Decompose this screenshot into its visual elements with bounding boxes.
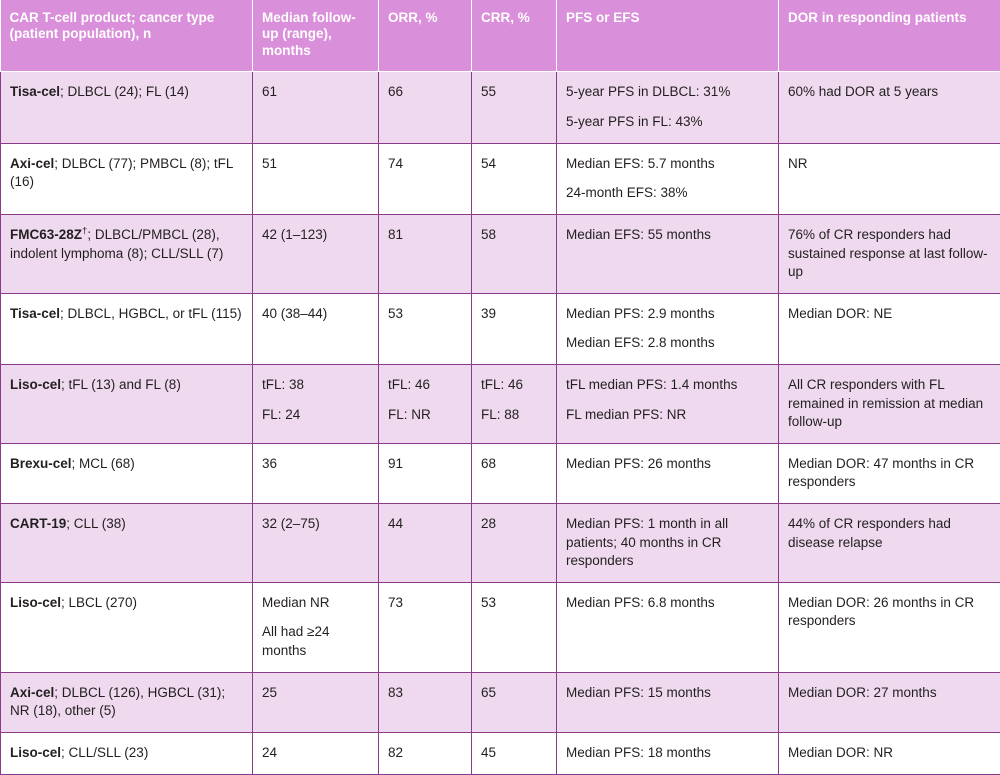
cell-product xyxy=(1,365,253,444)
cell-pfs-efs xyxy=(557,143,779,214)
cell-followup xyxy=(253,583,379,673)
pfs-value: FL median PFS: NR xyxy=(566,406,769,424)
crr-value: 68 xyxy=(481,455,547,473)
cell-orr xyxy=(379,143,472,214)
product-details: ; CLL (38) xyxy=(66,516,126,531)
cell-pfs-efs xyxy=(557,365,779,444)
cell-pfs-efs xyxy=(557,504,779,583)
column-header-followup: Median follow-up (range), months xyxy=(253,0,379,72)
product-details: ; DLBCL (126), HGBCL (31); NR (18), other (5) xyxy=(10,685,225,718)
followup-value: tFL: 38 xyxy=(262,376,369,394)
table-row xyxy=(1,72,1000,143)
cell-dor xyxy=(779,72,1000,143)
pfs-value: 5-year PFS in DLBCL: 31% xyxy=(566,83,769,101)
product-name: Liso-cel xyxy=(10,377,61,392)
dor-value: Median DOR: NR xyxy=(788,744,991,762)
product-name: Axi-cel xyxy=(10,685,54,700)
cell-crr xyxy=(472,583,557,673)
product-details: ; DLBCL/PMBCL (28), indolent lymphoma (8); CLL/SLL (7) xyxy=(10,227,223,260)
cell-pfs-efs xyxy=(557,293,779,364)
orr-value: 81 xyxy=(388,226,462,244)
crr-value: 45 xyxy=(481,744,547,762)
cell-dor xyxy=(779,583,1000,673)
product-details: ; DLBCL, HGBCL, or tFL (115) xyxy=(60,306,242,321)
crr-value: 54 xyxy=(481,155,547,173)
column-header-pfs-efs: PFS or EFS xyxy=(557,0,779,72)
orr-value: 91 xyxy=(388,455,462,473)
orr-value: tFL: 46 xyxy=(388,376,462,394)
cell-pfs-efs xyxy=(557,733,779,775)
followup-value: 32 (2–75) xyxy=(262,515,369,533)
product-name: FMC63-28Z xyxy=(10,227,82,242)
table-row xyxy=(1,444,1000,504)
cell-crr xyxy=(472,365,557,444)
cell-pfs-efs xyxy=(557,583,779,673)
followup-value: 42 (1–123) xyxy=(262,226,369,244)
table-row xyxy=(1,583,1000,673)
table-header-row xyxy=(1,0,1000,72)
product-details: ; MCL (68) xyxy=(72,456,135,471)
cell-pfs-efs xyxy=(557,72,779,143)
product-name: CART-19 xyxy=(10,516,66,531)
table-row xyxy=(1,293,1000,364)
column-header-product: CAR T-cell product; cancer type (patient population), n xyxy=(1,0,253,72)
cell-followup xyxy=(253,504,379,583)
column-header-crr: CRR, % xyxy=(472,0,557,72)
pfs-value: Median EFS: 2.8 months xyxy=(566,334,769,352)
pfs-value: tFL median PFS: 1.4 months xyxy=(566,376,769,394)
dor-value: 60% had DOR at 5 years xyxy=(788,83,991,101)
cell-product xyxy=(1,143,253,214)
footnote-marker: † xyxy=(82,226,87,237)
pfs-value: Median EFS: 55 months xyxy=(566,226,769,244)
cell-followup xyxy=(253,72,379,143)
product-details: ; DLBCL (77); PMBCL (8); tFL (16) xyxy=(10,156,233,189)
table-row xyxy=(1,733,1000,775)
cell-orr xyxy=(379,733,472,775)
table-row xyxy=(1,215,1000,294)
cell-product xyxy=(1,444,253,504)
product-name: Axi-cel xyxy=(10,156,54,171)
crr-value: FL: 88 xyxy=(481,406,547,424)
orr-value: 44 xyxy=(388,515,462,533)
orr-value: 73 xyxy=(388,594,462,612)
dor-value: NR xyxy=(788,155,991,173)
crr-value: 53 xyxy=(481,594,547,612)
cell-followup xyxy=(253,672,379,732)
cell-dor xyxy=(779,733,1000,775)
cell-orr xyxy=(379,583,472,673)
followup-value: 36 xyxy=(262,455,369,473)
cell-product xyxy=(1,293,253,364)
pfs-value: Median EFS: 5.7 months xyxy=(566,155,769,173)
cell-orr xyxy=(379,444,472,504)
pfs-value: Median PFS: 1 month in all patients; 40 months in CR responders xyxy=(566,515,769,570)
cell-orr xyxy=(379,215,472,294)
crr-value: 28 xyxy=(481,515,547,533)
column-header-orr: ORR, % xyxy=(379,0,472,72)
cell-dor xyxy=(779,444,1000,504)
pfs-value: 24-month EFS: 38% xyxy=(566,184,769,202)
cell-followup xyxy=(253,444,379,504)
cell-crr xyxy=(472,72,557,143)
dor-value: Median DOR: NE xyxy=(788,305,991,323)
cell-followup xyxy=(253,733,379,775)
pfs-value: 5-year PFS in FL: 43% xyxy=(566,113,769,131)
cell-crr xyxy=(472,293,557,364)
product-details: ; LBCL (270) xyxy=(61,595,137,610)
followup-value: 51 xyxy=(262,155,369,173)
product-name: Brexu-cel xyxy=(10,456,72,471)
cell-dor xyxy=(779,143,1000,214)
dor-value: Median DOR: 27 months xyxy=(788,684,991,702)
cell-crr xyxy=(472,733,557,775)
cell-crr xyxy=(472,672,557,732)
cell-pfs-efs xyxy=(557,215,779,294)
pfs-value: Median PFS: 26 months xyxy=(566,455,769,473)
dor-value: All CR responders with FL remained in remission at median follow-up xyxy=(788,376,991,431)
orr-value: 53 xyxy=(388,305,462,323)
table-row xyxy=(1,672,1000,732)
product-details: ; CLL/SLL (23) xyxy=(61,745,148,760)
cell-product xyxy=(1,583,253,673)
pfs-value: Median PFS: 15 months xyxy=(566,684,769,702)
cell-dor xyxy=(779,365,1000,444)
table-row xyxy=(1,504,1000,583)
cell-pfs-efs xyxy=(557,672,779,732)
crr-value: 55 xyxy=(481,83,547,101)
pfs-value: Median PFS: 2.9 months xyxy=(566,305,769,323)
cell-orr xyxy=(379,365,472,444)
cell-product xyxy=(1,215,253,294)
cell-product xyxy=(1,733,253,775)
column-header-dor: DOR in responding patients xyxy=(779,0,1000,72)
crr-value: 58 xyxy=(481,226,547,244)
cell-product xyxy=(1,504,253,583)
cell-dor xyxy=(779,504,1000,583)
dor-value: Median DOR: 47 months in CR responders xyxy=(788,455,991,491)
table-body xyxy=(1,72,1000,775)
cell-orr xyxy=(379,672,472,732)
cell-dor xyxy=(779,672,1000,732)
followup-value: 40 (38–44) xyxy=(262,305,369,323)
dor-value: 44% of CR responders had disease relapse xyxy=(788,515,991,551)
pfs-value: Median PFS: 6.8 months xyxy=(566,594,769,612)
followup-value: 61 xyxy=(262,83,369,101)
cell-orr xyxy=(379,504,472,583)
product-name: Liso-cel xyxy=(10,595,61,610)
table-row xyxy=(1,365,1000,444)
orr-value: 74 xyxy=(388,155,462,173)
followup-value: All had ≥24 months xyxy=(262,623,369,659)
orr-value: 82 xyxy=(388,744,462,762)
cell-orr xyxy=(379,72,472,143)
cell-product xyxy=(1,72,253,143)
pfs-value: Median PFS: 18 months xyxy=(566,744,769,762)
crr-value: 65 xyxy=(481,684,547,702)
table-row xyxy=(1,143,1000,214)
cell-product xyxy=(1,672,253,732)
crr-value: 39 xyxy=(481,305,547,323)
cell-crr xyxy=(472,504,557,583)
product-details: ; tFL (13) and FL (8) xyxy=(61,377,181,392)
product-name: Liso-cel xyxy=(10,745,61,760)
cell-crr xyxy=(472,215,557,294)
orr-value: 66 xyxy=(388,83,462,101)
cell-followup xyxy=(253,293,379,364)
cell-dor xyxy=(779,215,1000,294)
cell-followup xyxy=(253,215,379,294)
cell-crr xyxy=(472,143,557,214)
cell-dor xyxy=(779,293,1000,364)
table-header xyxy=(1,0,1000,72)
followup-value: FL: 24 xyxy=(262,406,369,424)
crr-value: tFL: 46 xyxy=(481,376,547,394)
followup-value: Median NR xyxy=(262,594,369,612)
orr-value: FL: NR xyxy=(388,406,462,424)
followup-value: 24 xyxy=(262,744,369,762)
cell-followup xyxy=(253,365,379,444)
cell-crr xyxy=(472,444,557,504)
cell-pfs-efs xyxy=(557,444,779,504)
cell-orr xyxy=(379,293,472,364)
dor-value: Median DOR: 26 months in CR responders xyxy=(788,594,991,630)
orr-value: 83 xyxy=(388,684,462,702)
followup-value: 25 xyxy=(262,684,369,702)
cell-followup xyxy=(253,143,379,214)
product-name: Tisa-cel xyxy=(10,306,60,321)
product-details: ; DLBCL (24); FL (14) xyxy=(60,84,189,99)
product-name: Tisa-cel xyxy=(10,84,60,99)
dor-value: 76% of CR responders had sustained response at last follow-up xyxy=(788,226,991,281)
